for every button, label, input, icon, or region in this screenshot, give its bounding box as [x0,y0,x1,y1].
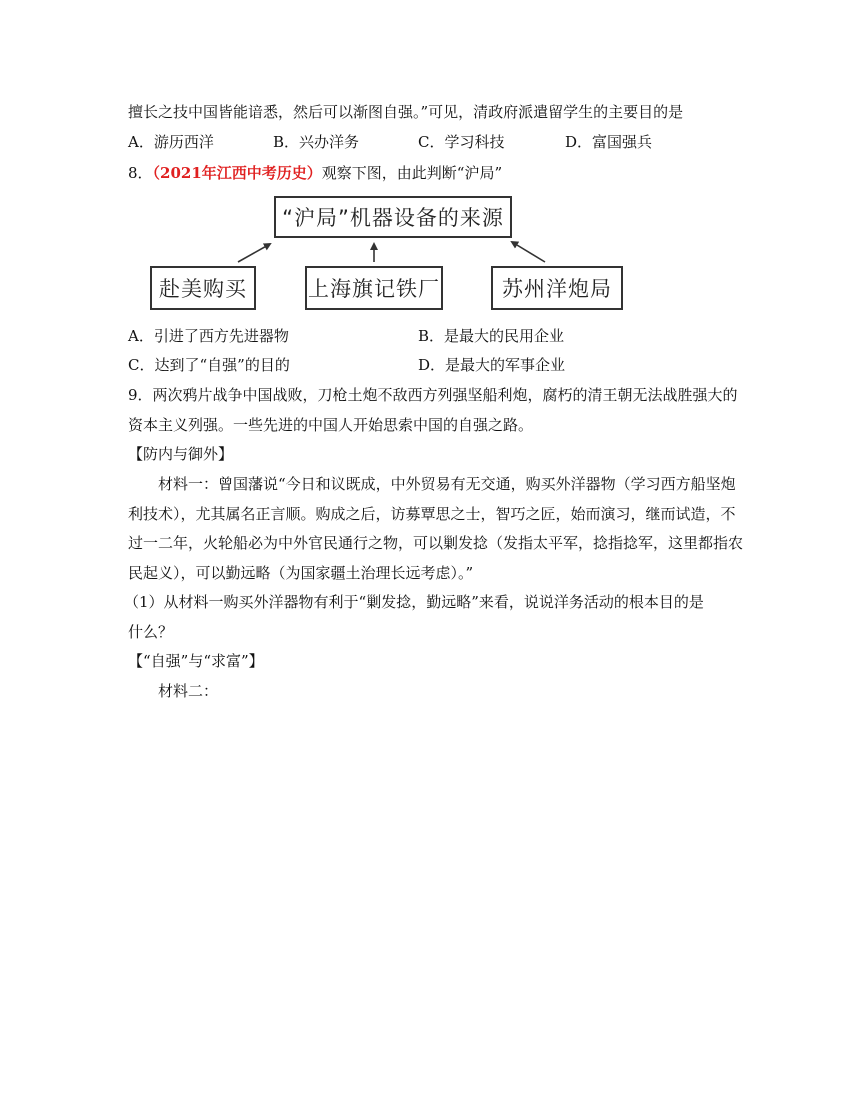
sub-question-1-line-2: 什么？ [128,623,174,641]
q8-number: 8． [128,164,153,182]
q7-option-c: C．学习科技 [418,133,505,151]
sub-question-1-line-1: （1）从材料一购买外洋器物有利于“剿发捻，勤远略”来看，说说洋务活动的根本目的是 [124,593,704,611]
q7-option-d: D．富国强兵 [565,133,653,151]
section-heading-defense: 【防内与御外】 [128,445,234,463]
diagram-box-left: 赴美购买 [150,266,256,310]
material-one-line-2: 利技术），尤其属名正言顺。购成之后，访募覃思之士，智巧之匠，始而演习，继而试造，不 [128,505,736,523]
material-two-label: 材料二： [158,682,219,700]
section-heading-self-strengthening: 【“自强”与“求富”】 [128,652,264,670]
q7-option-a: A．游历西洋 [128,133,214,151]
diagram-box-middle: 上海旗记铁厂 [305,266,443,310]
arrow-right [512,242,545,262]
q8-option-d: D．是最大的军事企业 [418,356,566,374]
material-one-line-1: 材料一：曾国藩说“今日和议既成，中外贸易有无交通，购买外洋器物（学习西方船坚炮 [158,475,736,493]
diagram-box-top: “沪局”机器设备的来源 [274,196,512,238]
q8-option-c: C．达到了“自强”的目的 [128,356,290,374]
arrow-left [238,244,270,262]
hu-ju-machinery-source-diagram [150,196,612,312]
q7-stem-text: 擅长之技中国皆能谙悉，然后可以渐图自强。”可见，清政府派遣留学生的主要目的是 [128,103,684,121]
q9-intro-line-1: 9．两次鸦片战争中国战败，刀枪土炮不敌西方列强坚船利炮，腐朽的清王朝无法战胜强大的 [128,386,738,404]
material-one-line-3: 过一二年，火轮船必为中外官民通行之物，可以剿发捻（发指太平军，捻指捻军，这里都指农 [128,534,744,552]
q7-option-b: B．兴办洋务 [273,133,360,151]
q8-source-tag: （2021年江西中考历史） [152,164,322,182]
q8-stem [128,163,502,183]
material-one-line-4: 民起义），可以勤远略（为国家疆土治理长远考虑）。” [128,564,474,582]
q8-option-a: A．引进了西方先进器物 [128,327,289,345]
q8-option-b: B．是最大的民用企业 [418,327,565,345]
q9-intro-line-2: 资本主义列强。一些先进的中国人开始思索中国的自强之路。 [128,416,534,434]
q8-question-text: 观察下图，由此判断“沪局” [321,164,503,182]
diagram-box-right: 苏州洋炮局 [491,266,623,310]
